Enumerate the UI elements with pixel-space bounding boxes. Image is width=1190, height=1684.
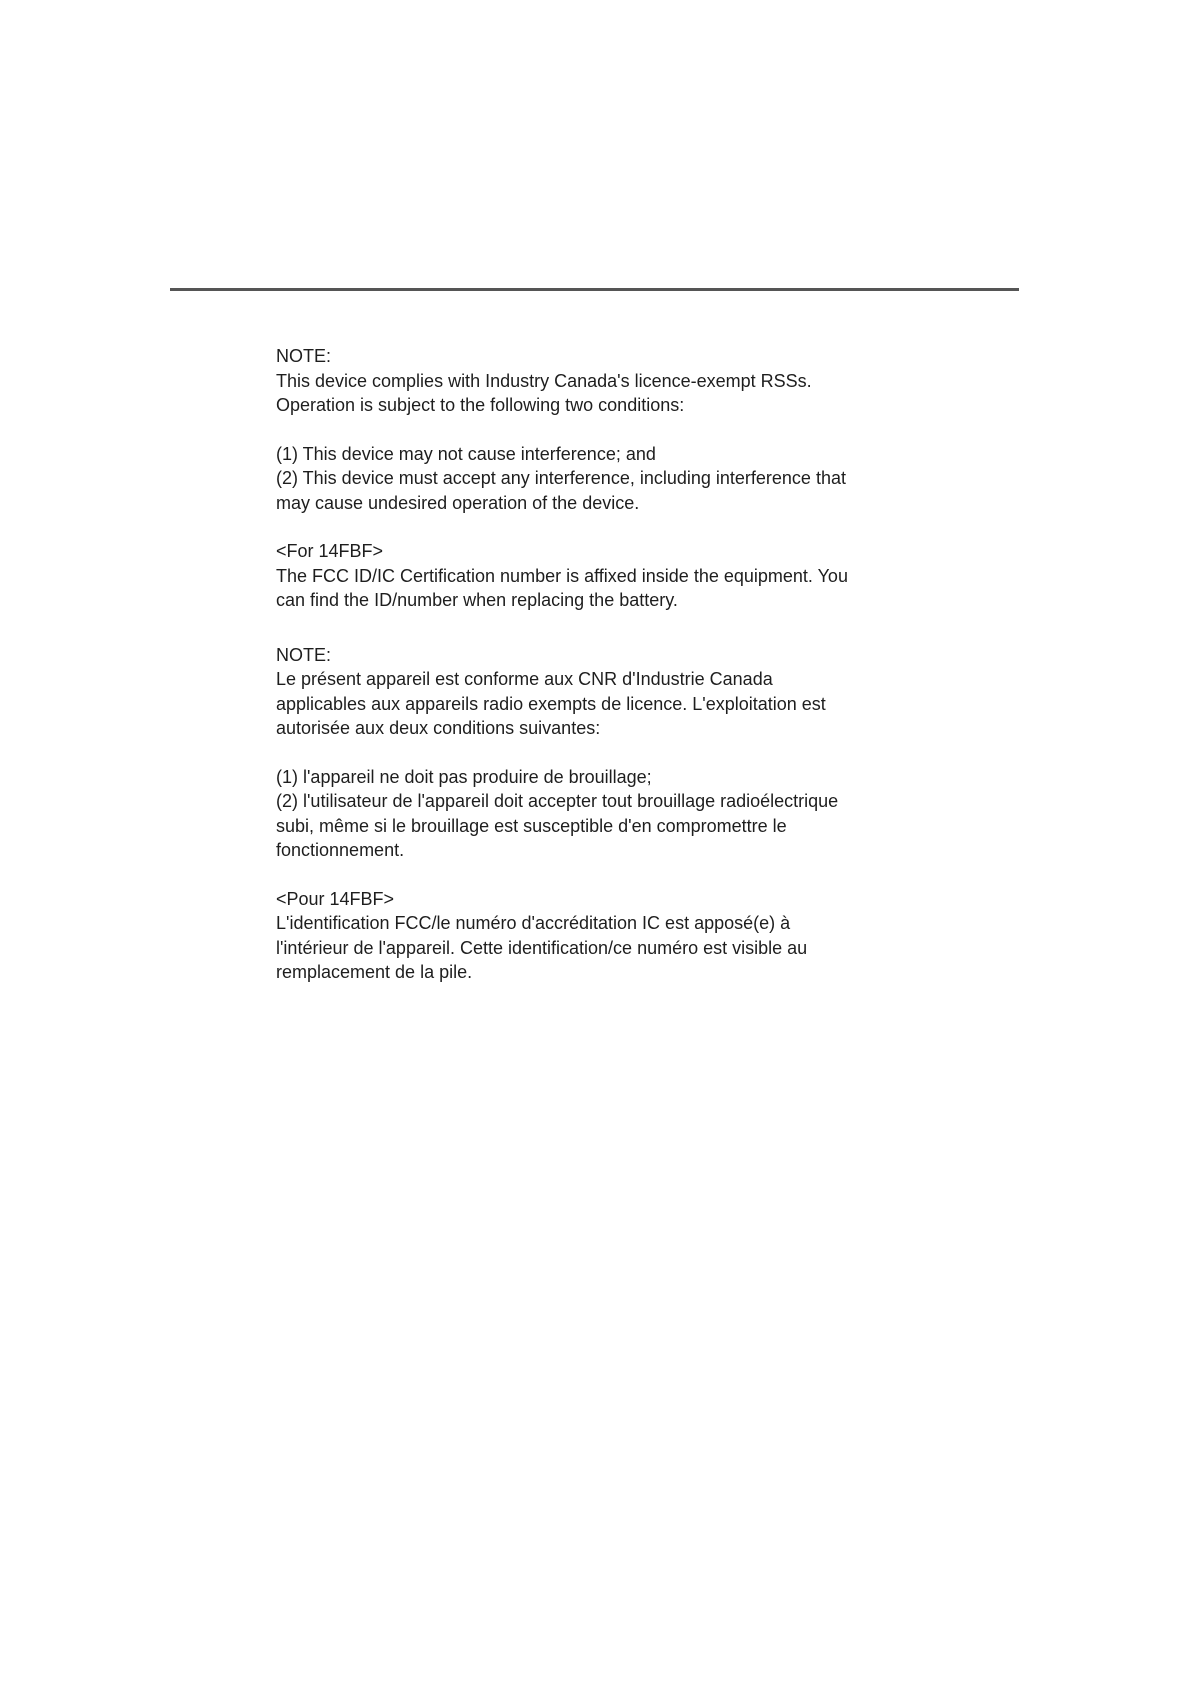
- condition-item: (2) This device must accept any interference, including interference that: [276, 468, 846, 488]
- text-line: Le présent appareil est conforme aux CNR d'Industrie Canada: [276, 669, 773, 689]
- document-body: [276, 344, 936, 1009]
- condition-item: (1) This device may not cause interference; and: [276, 443, 656, 464]
- model-heading: <For 14FBF>: [276, 541, 384, 561]
- text-line: applicables aux appareils radio exempts de licence. L'exploitation est: [276, 693, 826, 714]
- text-line: Operation is subject to the following two conditions:: [276, 395, 685, 415]
- text-line: This device complies with Industry Canada's licence-exempt RSSs.: [276, 370, 812, 391]
- text-line: subi, même si le brouillage est susceptible d'en compromettre le: [276, 815, 787, 836]
- condition-item: (1) l'appareil ne doit pas produire de brouillage;: [276, 766, 652, 787]
- text-line: can find the ID/number when replacing the battery.: [276, 590, 678, 610]
- model-note-fr: [276, 887, 936, 985]
- condition-item: (2) l'utilisateur de l'appareil doit accepter tout brouillage radioélectrique: [276, 791, 839, 811]
- text-line: The FCC ID/IC Certification number is affixed inside the equipment. You: [276, 565, 848, 586]
- header-rule: [170, 288, 1019, 291]
- note-en: [276, 344, 936, 418]
- conditions-en: [276, 442, 936, 516]
- model-heading: <Pour 14FBF>: [276, 888, 395, 909]
- text-line: fonctionnement.: [276, 840, 405, 860]
- model-note-en: [276, 539, 936, 613]
- text-line: L'identification FCC/le numéro d'accréditation IC est apposé(e) à: [276, 913, 791, 933]
- text-line: autorisée aux deux conditions suivantes:: [276, 718, 601, 738]
- conditions-fr: [276, 765, 936, 863]
- note-fr: [276, 643, 936, 741]
- note-heading: NOTE:: [276, 346, 332, 366]
- text-line: l'intérieur de l'appareil. Cette identification/ce numéro est visible au: [276, 937, 808, 958]
- text-line: remplacement de la pile.: [276, 962, 473, 982]
- note-heading: NOTE:: [276, 644, 332, 665]
- text-line: may cause undesired operation of the device.: [276, 492, 640, 513]
